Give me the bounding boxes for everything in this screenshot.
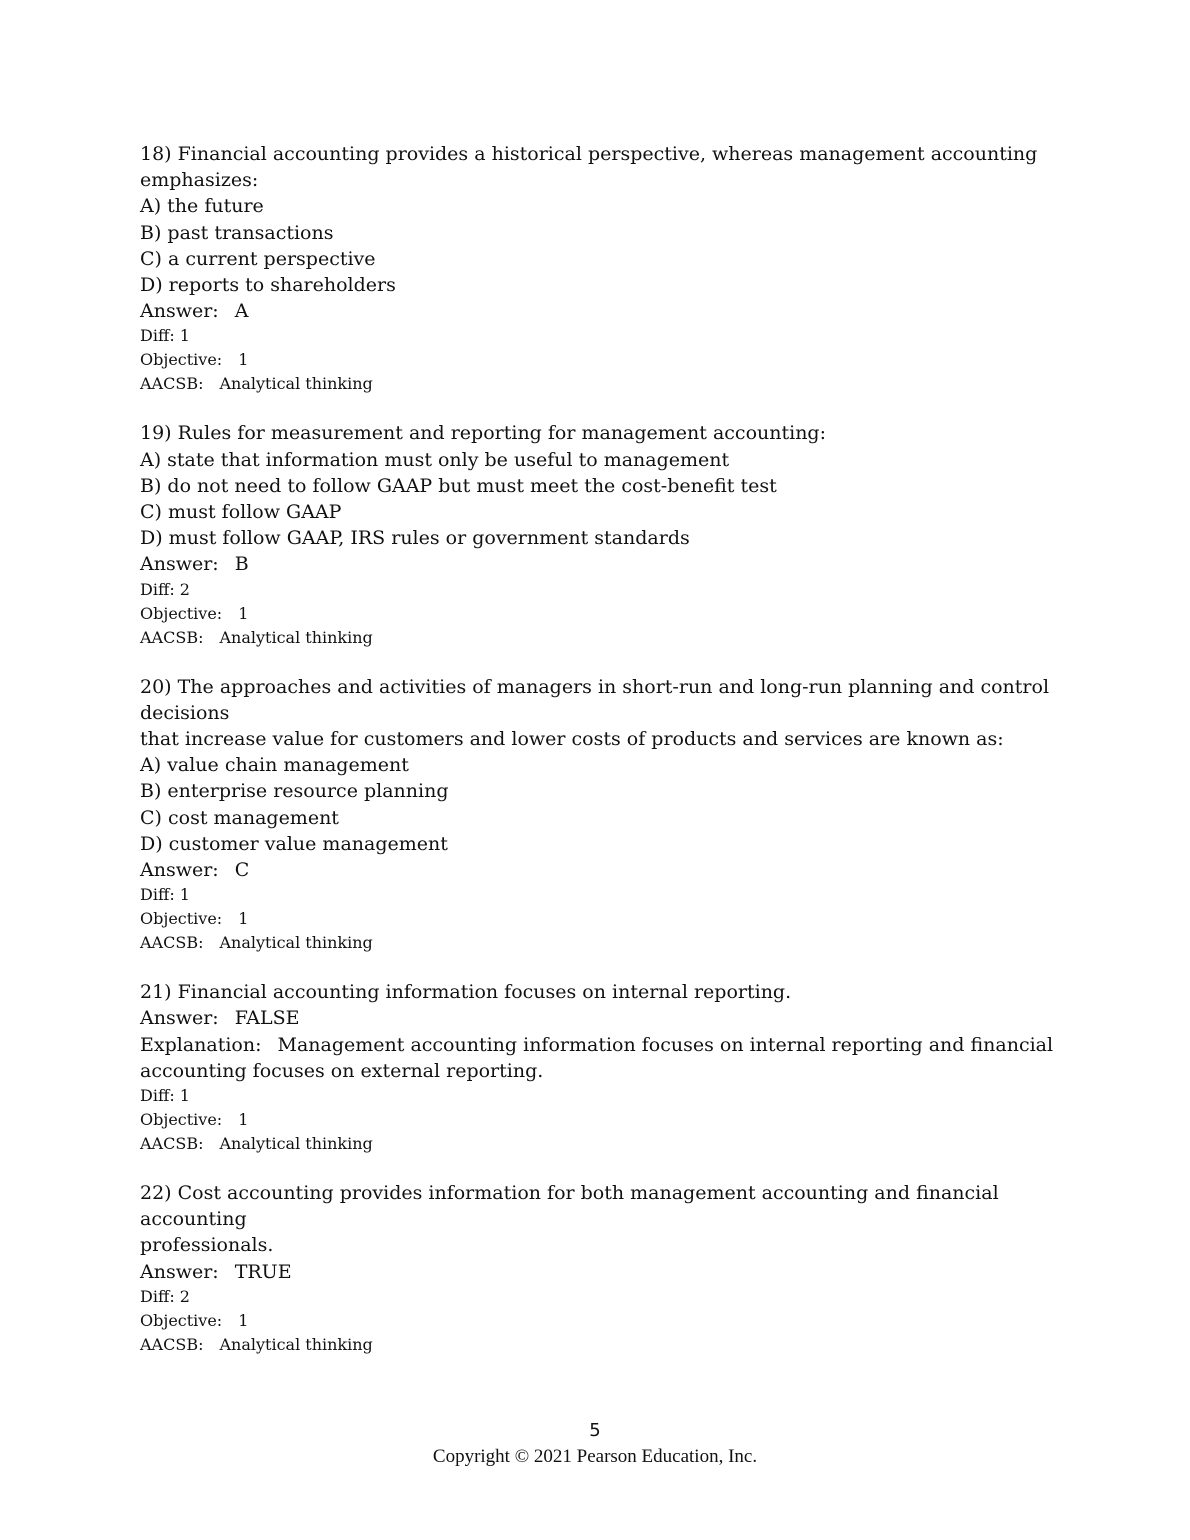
objective-line (140, 1309, 1055, 1333)
aacsb-value: Analytical thinking (219, 627, 373, 647)
answer-label: Answer: (140, 1007, 219, 1030)
aacsb-line (140, 931, 1055, 955)
aacsb-line (140, 626, 1055, 650)
question-21 (140, 979, 1055, 1156)
question-stem-line-2: that increase value for customers and lower costs of products and services are known as: (140, 728, 1004, 751)
question-stem-line-1: 22) Cost accounting provides information for both management accounting and financial accounting (140, 1182, 1005, 1231)
objective-line (140, 602, 1055, 626)
aacsb-line (140, 372, 1055, 396)
difficulty: Diff: 1 (140, 326, 190, 346)
aacsb-line (140, 1333, 1055, 1357)
answer-value: B (234, 553, 249, 576)
objective-line (140, 348, 1055, 372)
answer-value: A (234, 300, 249, 323)
aacsb-value: Analytical thinking (219, 1334, 373, 1354)
option-b: B) past transactions (140, 221, 334, 244)
explanation-line-2: accounting focuses on external reporting. (140, 1059, 544, 1082)
objective-value: 1 (238, 1310, 249, 1330)
difficulty: Diff: 1 (140, 1086, 190, 1106)
objective-value: 1 (238, 1110, 249, 1130)
option-c: C) cost management (140, 806, 339, 829)
objective-label: Objective: (140, 1110, 223, 1130)
explanation-text: Management accounting information focuses on internal reporting and financial (277, 1033, 1054, 1056)
option-c: C) must follow GAAP (140, 501, 342, 524)
copyright-notice: Copyright © 2021 Pearson Education, Inc. (432, 1446, 758, 1467)
page-number: 5 (589, 1420, 601, 1441)
question-stem-line-1: 20) The approaches and activities of managers in short-run and long-run planning and control decisions (140, 675, 1056, 724)
option-b: B) do not need to follow GAAP but must meet the cost-benefit test (140, 474, 777, 497)
answer-line (140, 1005, 1055, 1031)
objective-value: 1 (238, 603, 249, 623)
objective-value: 1 (238, 909, 249, 929)
objective-line (140, 1108, 1055, 1132)
difficulty: Diff: 2 (140, 1286, 190, 1306)
aacsb-value: Analytical thinking (219, 374, 373, 394)
option-a: A) state that information must only be useful to management (140, 448, 730, 471)
aacsb-label: AACSB: (140, 1134, 204, 1154)
explanation-label: Explanation: (140, 1033, 262, 1056)
objective-label: Objective: (140, 1310, 223, 1330)
aacsb-label: AACSB: (140, 374, 204, 394)
explanation-line-1 (140, 1032, 1055, 1058)
answer-line (140, 857, 1055, 883)
objective-line (140, 907, 1055, 931)
question-22 (140, 1180, 1055, 1357)
answer-value: FALSE (234, 1007, 300, 1030)
answer-value: TRUE (234, 1260, 292, 1283)
option-b: B) enterprise resource planning (140, 780, 449, 803)
objective-label: Objective: (140, 603, 223, 623)
option-a: A) the future (140, 195, 264, 218)
difficulty: Diff: 2 (140, 579, 190, 599)
objective-label: Objective: (140, 350, 223, 370)
aacsb-label: AACSB: (140, 1334, 204, 1354)
question-stem: 21) Financial accounting information focuses on internal reporting. (140, 981, 792, 1004)
option-c: C) a current perspective (140, 247, 376, 270)
option-a: A) value chain management (140, 754, 409, 777)
answer-label: Answer: (140, 300, 219, 323)
question-stem: 18) Financial accounting provides a historical perspective, whereas management accounting emphasizes: (140, 143, 1044, 192)
aacsb-line (140, 1132, 1055, 1156)
difficulty: Diff: 1 (140, 885, 190, 905)
aacsb-label: AACSB: (140, 627, 204, 647)
objective-label: Objective: (140, 909, 223, 929)
option-d: D) customer value management (140, 832, 448, 855)
aacsb-value: Analytical thinking (219, 1134, 373, 1154)
document-body (140, 141, 1055, 1381)
question-stem: 19) Rules for measurement and reporting for management accounting: (140, 422, 826, 445)
question-stem-line-2: professionals. (140, 1234, 274, 1257)
option-d: D) must follow GAAP, IRS rules or government standards (140, 527, 690, 550)
question-18 (140, 141, 1055, 396)
answer-line (140, 551, 1055, 577)
answer-label: Answer: (140, 1260, 219, 1283)
answer-label: Answer: (140, 553, 219, 576)
question-19 (140, 420, 1055, 649)
objective-value: 1 (238, 350, 249, 370)
option-d: D) reports to shareholders (140, 274, 396, 297)
answer-line (140, 298, 1055, 324)
answer-line (140, 1259, 1055, 1285)
aacsb-value: Analytical thinking (219, 933, 373, 953)
answer-value: C (234, 859, 250, 882)
answer-label: Answer: (140, 859, 219, 882)
question-20 (140, 674, 1055, 956)
aacsb-label: AACSB: (140, 933, 204, 953)
